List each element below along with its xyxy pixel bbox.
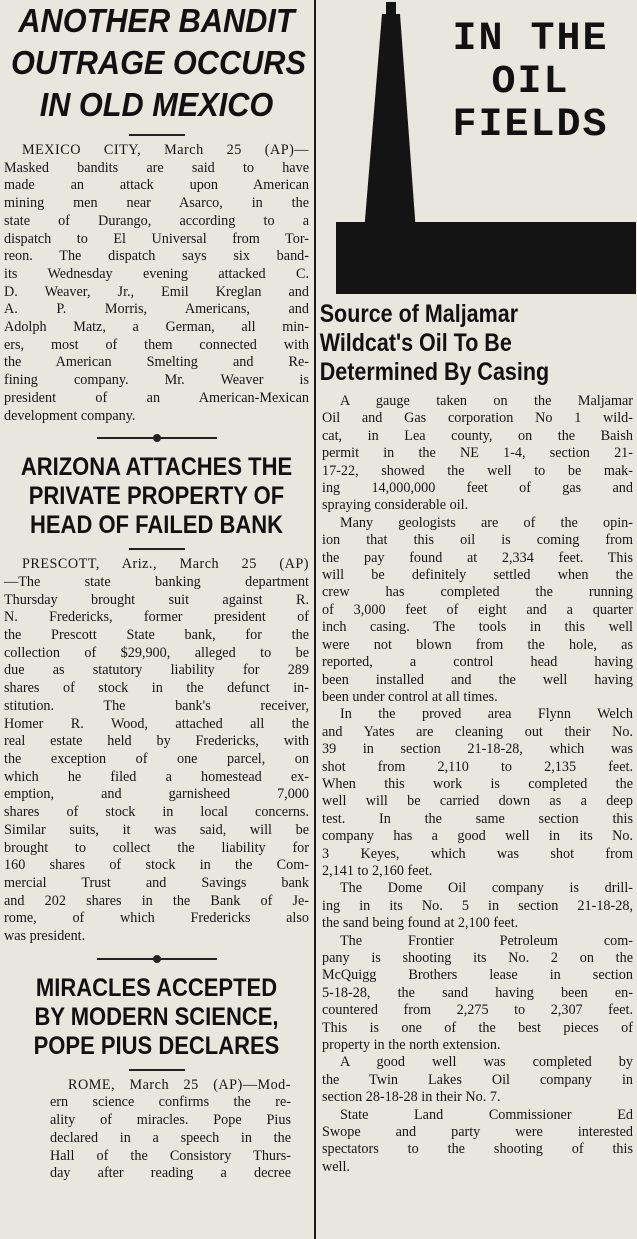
headline-line: BY MODERN SCIENCE, [34,1002,279,1031]
headline-line: Source of Maljamar [319,300,519,328]
text-line: Adolph Matz, a German, all min- [4,319,309,336]
text-line: This is one of the best pieces of [322,1019,633,1036]
text-line: collection of $29,900, alleged to be [4,644,309,661]
article-body [0,142,313,425]
text-line: 17-22, showed the well to be mak- [322,462,633,479]
text-line: which he filed a homestead ex- [4,768,309,785]
text-line: state of Durango, according to a [4,212,309,229]
banner-title-line: FIELDS [452,103,609,148]
text-line: ality of miracles. Pope Pius [50,1112,291,1129]
text-line: Hall of the Consistory Thurs- [50,1147,291,1164]
text-line: PRESCOTT, Ariz., March 25 (AP) [22,556,309,573]
text-line: test. In the same section this [322,810,633,827]
text-line: The Dome Oil company is drill- [340,880,633,897]
text-line: emption, and garnisheed 7,000 [4,786,309,803]
text-line: well. [322,1158,350,1175]
text-line: D. Weaver, Jr., Emil Kreglan and [4,283,309,300]
text-line: 160 shares of stock in the Com- [4,857,309,874]
text-line: the exception of one parcel, on [4,750,309,767]
text-line: reported, a control head having [322,654,633,671]
headline [318,300,592,387]
text-line: MEXICO CITY, March 25 (AP)— [22,142,309,158]
article-bandit-outrage [0,0,313,425]
text-line: ing 14,000,000 feet of gas and [322,480,633,497]
text-line: been under control at all times. [322,688,498,705]
text-line: crew has completed the running [322,584,633,601]
text-line: stitution. The bank's receiver, [4,697,309,714]
text-line: 39 in section 21-18-28, which was [322,741,633,758]
oil-fields-banner [318,0,637,300]
text-line: the Twin Lakes Oil company in [322,1071,633,1088]
right-column [318,0,637,1239]
headline [1,453,312,540]
text-line: dispatch to El Universal from Tor- [4,230,309,247]
text-line: president of an American-Mexican [4,389,309,406]
text-line: the American Smelting and Re- [4,354,309,371]
text-line: Similar suits, it was said, will be [4,821,309,838]
headline-line: POPE PIUS DECLARES [33,1031,280,1060]
text-line: In the proved area Flynn Welch [340,706,633,723]
text-line: been installed and the well having [322,671,633,688]
text-line: were not blown from the hole, as [322,636,633,653]
article-arizona-bank [0,453,313,945]
text-line: made an attack upon American [4,177,309,194]
headline-line: Determined By Casing [319,358,550,386]
text-line: and 202 shares in the Bank of Je- [4,892,309,909]
text-line: will be definitely settled when the [322,567,633,584]
text-line: due as statutory liability for 289 [4,662,309,679]
text-line: A. P. Morris, Americans, and [4,301,309,318]
text-line: ROME, March 25 (AP)—Mod- [68,1076,291,1093]
headline-line: HEAD OF FAILED BANK [30,511,284,540]
text-line: real estate held by Fredericks, with [4,733,309,750]
headline [1,974,312,1061]
headline-line: MIRACLES ACCEPTED [35,973,278,1002]
article-body [0,1077,313,1183]
text-line: shot from 2,110 to 2,135 feet. [322,758,633,775]
headline-line: ARIZONA ATTACHES THE [20,453,293,482]
section-divider [97,437,217,439]
text-line: N. Fredericks, former president of [4,609,309,626]
text-line: day after reading a decree [50,1165,291,1182]
text-line: and Yates are cleaning out their No. [322,723,633,740]
text-line: mercial Trust and Savings bank [4,874,309,891]
text-line: shares of stock in the defunct in- [4,680,309,697]
text-line: permit in the NE 1-4, section 21- [322,445,633,462]
headline-line: IN OLD MEXICO [39,86,274,123]
text-line: spectators to the shooting of this [322,1141,633,1158]
text-line: reon. The dispatch says six band- [4,248,309,265]
divider-rule [129,1069,185,1071]
divider-rule [129,134,185,136]
article-body [0,556,313,945]
divider-rule [129,548,185,550]
headline [10,0,306,126]
text-line: ers, most of them connected with [4,336,309,353]
text-line: ern science confirms the re- [50,1094,291,1111]
text-line: the sand being found at 2,100 feet. [322,915,519,932]
text-line: pany is shooting its No. 2 on the [322,950,633,966]
text-line: Many geologists are of the opin- [340,514,633,531]
text-line: 2,141 to 2,160 feet. [322,862,433,879]
text-line: its Wednesday evening attacked C. [4,265,309,282]
text-line: well will be carried down as a deep [322,793,633,810]
banner-title [438,18,623,147]
text-line: Swope and party were interested [322,1124,633,1141]
text-line: section 28-18-28 in their No. 7. [322,1089,501,1106]
headline-line: ANOTHER BANDIT [18,2,295,39]
text-line: the Prescott State bank, for the [4,627,309,644]
text-line: Oil and Gas corporation No 1 wild- [322,410,633,427]
banner-title-line: OIL [491,60,570,105]
banner-title-line: IN THE [452,17,609,62]
text-line: spraying considerable oil. [322,497,469,514]
text-line: A gauge taken on the Maljamar [340,393,633,409]
headline-line: OUTRAGE OCCURS [10,44,306,81]
text-line: Homer R. Wood, attached all the [4,715,309,732]
text-line: fining company. Mr. Weaver is [4,372,309,389]
text-line: brought to collect the liability for [4,839,309,856]
text-line: declared in a speech in the [50,1129,291,1146]
text-line: countered from 2,275 to 2,307 feet. [322,1002,633,1019]
text-line: 5-18-28, the sand having been en- [322,984,633,1001]
headline-line: Wildcat's Oil To Be [319,329,512,357]
text-line: rome, of which Fredericks also [4,910,309,927]
text-line: the pay found at 2,334 feet. This [322,549,633,566]
text-line: was president. [4,928,86,945]
text-line: The Frontier Petroleum com- [340,932,633,949]
article-miracles [0,974,313,1183]
text-line: ing in its No. 5 in section 21-18-28, [322,897,633,914]
text-line: McQuigg Brothers lease in section [322,967,633,984]
text-line: of 3,000 feet of eight and a quarter [322,601,633,618]
article-body [318,393,637,1176]
headline-line: PRIVATE PROPERTY OF [28,482,285,511]
text-line: shares of stock in local concerns. [4,804,309,821]
text-line: cat, in Lea county, on the Baish [322,427,633,444]
text-line: property in the north extension. [322,1037,501,1054]
text-line: A good well was completed by [340,1054,633,1071]
text-line: Thursday brought suit against R. [4,591,309,608]
text-line: inch casing. The tools in this well [322,619,633,636]
text-line: 3 Keyes, which was shot from [322,845,633,862]
left-column [0,0,313,1239]
text-line: development company. [4,407,136,424]
text-line: ion that this oil is coming from [322,532,633,549]
text-line: State Land Commissioner Ed [340,1106,633,1123]
section-divider [97,958,217,960]
text-line: —The state banking department [4,573,309,590]
text-line: Masked bandits are said to have [4,159,309,176]
text-line: mining men near Asarco, in the [4,195,309,212]
text-line: company has a good well in its No. [322,828,633,845]
text-line: When this work is completed the [322,775,633,792]
column-divider [314,0,316,1239]
article-maljamar [318,300,637,1176]
